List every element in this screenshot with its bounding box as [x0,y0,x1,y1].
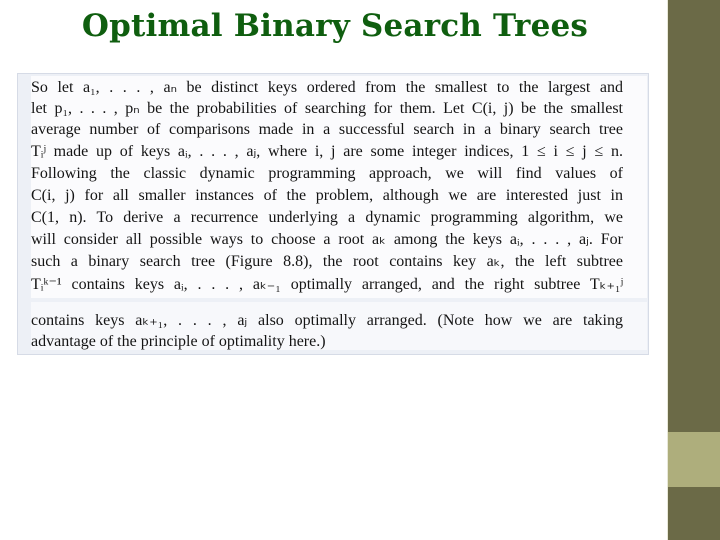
passage-line: average number of comparisons made in a successful search in a binary search tree [31,121,623,138]
passage-line: let p₁, . . . , pₙ be the probabilities of searching for them. Let C(i, j) be the smallest [31,100,623,117]
scanned-text-image [17,73,649,355]
passage-line: Tᵢᵏ⁻¹ contains keys aᵢ, . . . , aₖ₋₁ optimally arranged, and the right subtree Tₖ₊₁ʲ [31,276,623,293]
passage-line: advantage of the principle of optimality here.) [31,333,326,350]
slide-title: Optimal Binary Search Trees [81,8,589,44]
passage-line: So let a₁, . . . , aₙ be distinct keys ordered from the smallest to the largest and [31,79,623,96]
passage-line: such a binary search tree (Figure 8.8), the root contains key aₖ, the left subtree [31,253,623,270]
passage-line: Tᵢʲ made up of keys aᵢ, . . . , aⱼ, where i, j are some integer indices, 1 ≤ i ≤ j ≤ n. [31,143,623,160]
passage-line: Following the classic dynamic programming approach, we will find values of [31,165,623,182]
passage-line: contains keys aₖ₊₁, . . . , aⱼ also optimally arranged. (Note how we are taking [31,312,623,329]
passage-line: C(i, j) for all smaller instances of the problem, although we are interested just in [31,187,623,204]
passage-line: C(1, n). To derive a recurrence underlying a dynamic programming algorithm, we [31,209,623,226]
passage-line: will consider all possible ways to choose a root aₖ among the keys aᵢ, . . . , aⱼ. For [31,231,623,248]
sidebar-accent-block [668,432,720,487]
